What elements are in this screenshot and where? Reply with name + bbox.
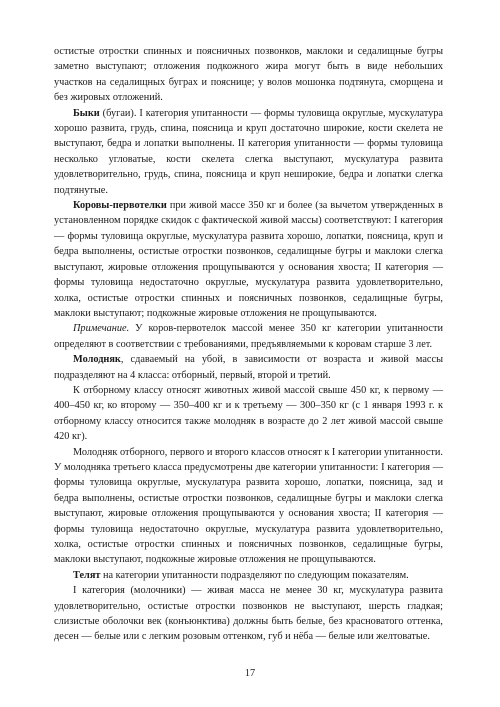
paragraph-text: на категории упитанности подразделяют по следующим показателям. — [100, 569, 409, 581]
paragraph-text: I категория (молочники) — живая масса не менее 30 кг, мускулатура развита удовлетворительно, остистые отростки позвонков не выступают, шерсть гладкая; слизистые оболочки век (конъюнктива) должны быть белые, без красноватого оттенка, десен — белые или с легким розовым оттенком, губ и нёба — белые или желтоватые. — [54, 585, 443, 643]
note-label: Примечание. — [73, 323, 130, 335]
paragraph-text: К отборному классу относят животных живой массой свыше 450 кг, к первому — 400–450 кг, ко второму — 350–400 кг и к третьему — 300–350 кг (с 1 января 1993 г. к отборному классу относится также молодняк в возрасте до 2 лет живой массой свыше 420 кг). — [54, 384, 443, 443]
paragraph-note — [54, 321, 443, 352]
paragraph-milk-calves — [54, 583, 443, 645]
term-heifers: Коровы-первотелки — [73, 200, 167, 212]
paragraph-intro — [54, 44, 443, 106]
paragraph-heifers — [54, 198, 443, 321]
paragraph-young — [54, 352, 443, 383]
paragraph-text: остистые отростки спинных и поясничных позвонков, маклоки и седалищные бугры заметно выступают; отложения подкожного жира могут быть в виде небольших участков на седалищных буграх и пояснице; у волов мошонка подтянута, сморщена и без жировых отложений. — [54, 46, 443, 104]
paragraph-young-classes — [54, 445, 443, 568]
body-text — [54, 44, 443, 645]
paragraph-text: при живой массе 350 кг и более (за вычетом утвержденных в установленном порядке скидок с фактической живой массы) соответствуют: I категория — формы туловища округлые, мускулатура развита хорошо, лопатки, поясница, круп и бедра выполнены, остистые отростки позвонков, седалищные бугры и маклоки слегка выступают, жировые отложения прощупываются у основания хвоста; II категория — формы туловища недостаточно округлые, мускулатура развита удовлетворительно, холка, остистые отростки спинных и поясничных позвонков, седалищные бугры, маклоки выступают; подкожные жировые отложения не прощупываются. — [54, 200, 443, 319]
paragraph-bulls — [54, 106, 443, 198]
paragraph-text: (бугаи). I категория упитанности — формы туловища округлые, мускулатура хорошо развита, грудь, спина, поясница и круп достаточно широкие, кости скелета не выступают, бедра и лопатки выполнены. II категория упитанности — формы туловища несколько угловатые, кости скелета слегка выступают, мускулатура развита удовлетворительно, грудь, спина, поясница и круп неширокие, бедра и лопатки слегка подтянутые. — [54, 107, 443, 196]
paragraph-text: У коров-первотелок массой менее 350 кг категории упитанности определяют в соответствии с требованиями, предъявляемыми к коровам старше 3 лет. — [54, 323, 443, 350]
term-bulls: Быки — [73, 107, 100, 119]
paragraph-calves — [54, 568, 443, 583]
page-number: 17 — [244, 668, 256, 679]
paragraph-select-class — [54, 383, 443, 445]
paragraph-text: , сдаваемый на убой, в зависимости от возраста и живой массы подразделяют на 4 класса: отборный, первый, второй и третий. — [54, 354, 443, 381]
term-calves: Телят — [73, 569, 101, 581]
term-young: Молодняк — [73, 354, 121, 366]
paragraph-text: Молодняк отборного, первого и второго классов относят к I категории упитанности. У молодняка третьего класса предусмотрены две категории упитанности: I категория — формы туловища округлые, мускулатура развита хорошо, лопатки, поясница, зад и бедра выполнены, остистые отростки позвонков, седалищные бугры и маклоки слегка выступают, жировые отложения прощупываются у основания хвоста; II категория — формы туловища недостаточно округлые, мускулатура развита удовлетворительно, холка, остистые отростки спинных и поясничных позвонков, седалищные бугры, маклоки выступают, подкожные жировые отложения не прощупываются. — [54, 446, 443, 566]
